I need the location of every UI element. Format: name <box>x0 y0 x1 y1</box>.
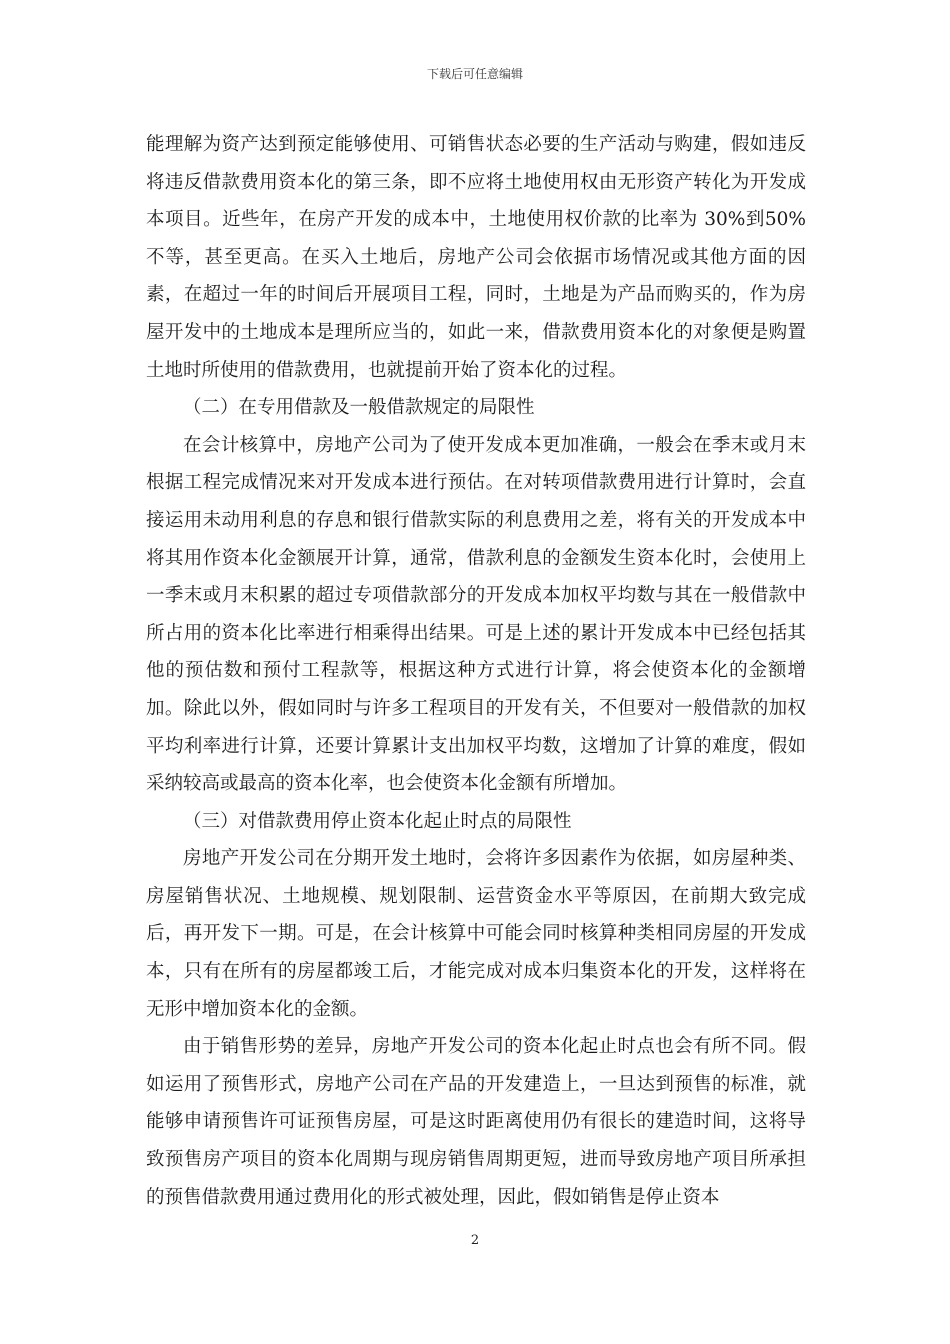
section-heading-2: （二）在专用借款及一般借款规定的局限性 <box>183 397 535 419</box>
paragraph-2: 在会计核算中，房地产公司为了使开发成本更加准确，一般会在季末或月末根据工程完成情况来对开发成本进行预估。在对转项借款费用进行计算时，会直接运用未动用利息的存息和银行借款实际的利息费用之差，将有关的开发成本中将其用作资本化金额展开计算，通常，借款利息的金额发生资本化时，会使用上一季末或月末积累的超过专项借款部分的开发成本加权平均数与其在一般借款中所占用的资本化比率进行相乘得出结果。可是上述的累计开发成本中已经包括其他的预估数和预付工程款等，根据这种方式进行计算，将会使资本化的金额增加。除此以外，假如同时与许多工程项目的开发有关，不但要对一般借款的加权平均利率进行计算，还要计算累计支出加权平均数，这增加了计算的难度，假如采纳较高或最高的资本化率，也会使资本化金额有所增加。 <box>146 434 806 795</box>
paragraph-3: 房地产开发公司在分期开发土地时，会将许多因素作为依据，如房屋种类、房屋销售状况、土地规模、规划限制、运营资金水平等原因，在前期大致完成后，再开发下一期。可是，在会计核算中可能会同时核算种类相同房屋的开发成本，只有在所有的房屋都竣工后，才能完成对成本归集资本化的开发，这样将在无形中增加资本化的金额。 <box>146 848 806 1020</box>
paragraph-4: 由于销售形势的差异，房地产开发公司的资本化起止时点也会有所不同。假如运用了预售形式，房地产公司在产品的开发建造上，一旦达到预售的标准，就能够申请预售许可证预售房屋，可是这时距离使用仍有很长的建造时间，这将导致预售房产项目的资本化周期与现房销售周期更短，进而导致房地产项目所承担的预售借款费用通过费用化的形式被处理，因此，假如销售是停止资本 <box>146 1036 806 1208</box>
section-heading-3: （三）对借款费用停止资本化起止时点的局限性 <box>183 810 572 832</box>
page-number: 2 <box>470 1233 480 1248</box>
page-header-note: 下载后可任意编辑 <box>426 67 523 81</box>
paragraph-1: 能理解为资产达到预定能够使用、可销售状态必要的生产活动与购建，假如违反将违反借款费用资本化的第三条，即不应将土地使用权由无形资产转化为开发成本项目。近些年，在房产开发的成本中，土地使用权价款的比率为 30%到50%不等，甚至更高。在买入土地后，房地产公司会依据市场情况或其他方面的因素，在超过一年的时间后开展项目工程，同时，土地是为产品而购买的，作为房屋开发中的土地成本是理所应当的，如此一来，借款费用资本化的对象便是购置土地时所使用的借款费用，也就提前开始了资本化的过程。 <box>146 134 806 381</box>
document-body <box>146 126 806 1216</box>
